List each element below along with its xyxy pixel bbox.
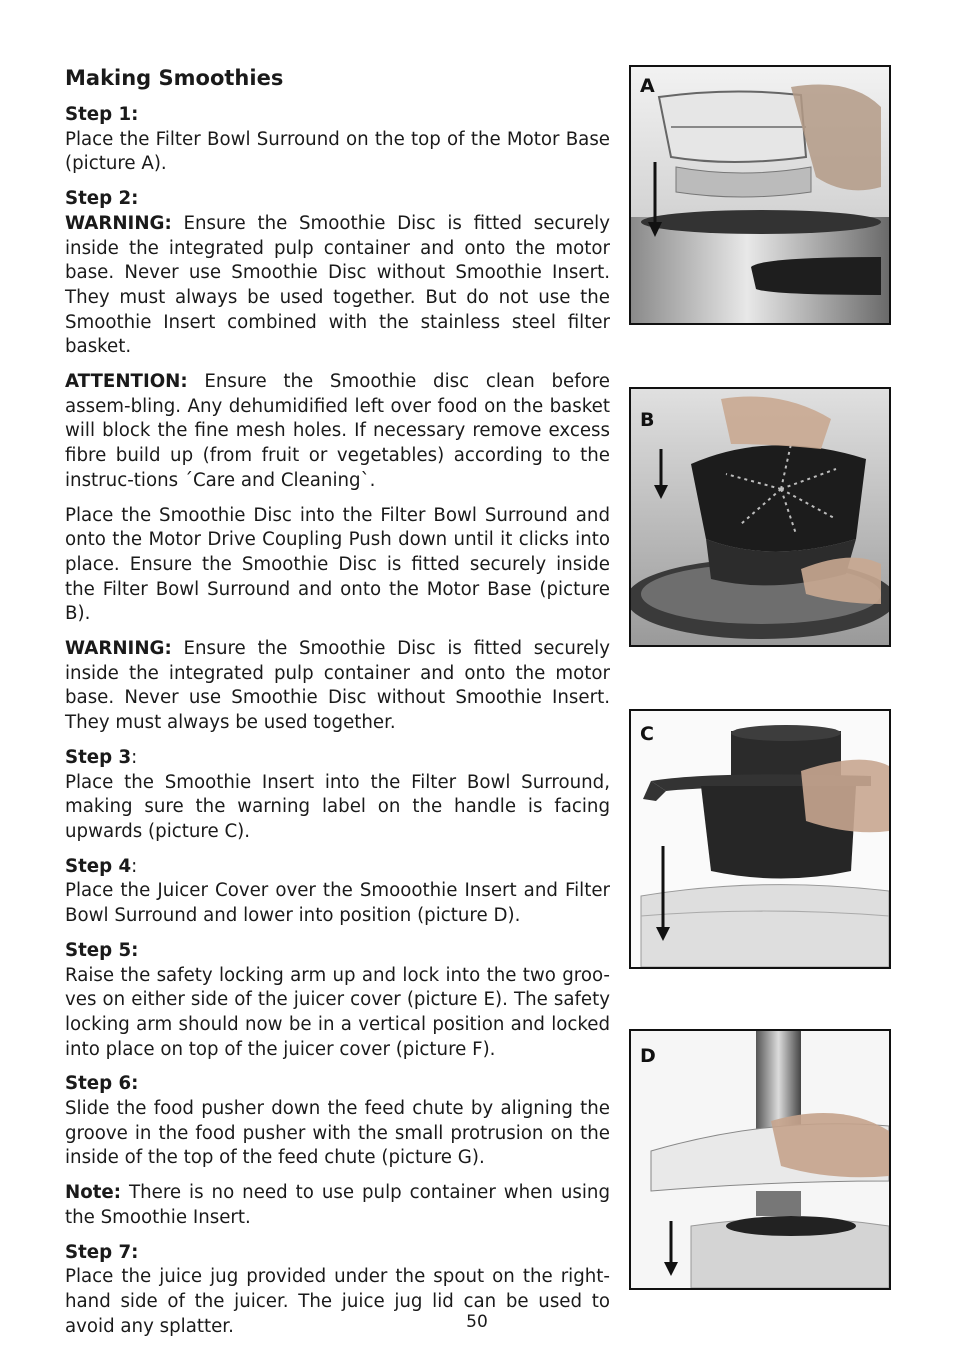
note-paragraph <box>65 1181 610 1230</box>
picture-a-label: A <box>640 75 655 97</box>
picture-d <box>629 1029 891 1290</box>
step-2-heading: Step 2: <box>65 188 139 210</box>
picture-c-illustration <box>631 711 889 967</box>
disc-paragraph: Place the Smoothie Disc into the Filter Bowl Surround and onto the Motor Drive Coupling Push down until it clicks into place. Ensure the Smoothie Disc is fitted securely inside the Filter Bowl Surround and onto the Motor Base (picture B). <box>65 504 610 625</box>
step-1 <box>65 103 610 177</box>
instructions-column <box>65 64 610 1349</box>
picture-a <box>629 65 891 325</box>
step-5-text: Raise the safety locking arm up and lock into the two groo-ves on either side of the juicer cover (picture E). The safety locking arm should now be in a vertical position and locked into place on top of the juicer cover (picture F). <box>65 964 610 1060</box>
warning-2-text: Ensure the Smoothie Disc is fitted securely inside the integrated pulp container and onto the motor base. Never use Smoothie Disc without Smoothie Insert. They must always be used together. <box>65 638 610 734</box>
picture-c-label: C <box>640 723 654 745</box>
picture-a-illustration <box>631 67 889 323</box>
picture-b-illustration <box>631 389 889 645</box>
step-4-heading: Step 4 <box>65 855 132 877</box>
step-3 <box>65 746 610 845</box>
warning-paragraph-2 <box>65 637 610 736</box>
step-4 <box>65 855 610 929</box>
attention-label: ATTENTION: <box>65 371 188 393</box>
attention-text: Ensure the Smoothie disc clean before assem-bling. Any dehumidified left over food on the basket will block the fine mesh holes. If necessary remove excess fibre build up (from fruit or vegetables) according to the instruc-tions ´Care and Cleaning`. <box>65 371 610 491</box>
attention-paragraph <box>65 370 610 494</box>
page-number: 50 <box>466 1312 488 1332</box>
step-6 <box>65 1072 610 1171</box>
step-7-heading: Step 7: <box>65 1241 139 1263</box>
warning-label: WARNING: <box>65 212 172 234</box>
step-2 <box>65 187 610 360</box>
step-6-heading: Step 6: <box>65 1073 139 1095</box>
note-text: There is no need to use pulp container when using the Smoothie Insert. <box>65 1182 610 1228</box>
step-1-text: Place the Filter Bowl Surround on the top of the Motor Base (picture A). <box>65 128 610 175</box>
step-1-heading: Step 1: <box>65 104 139 125</box>
warning-2-label: WARNING: <box>65 638 172 660</box>
step-7-text: Place the juice jug provided under the spout on the right-hand side of the juicer. The juice jug lid can be used to avoid any splatter. <box>65 1266 610 1337</box>
picture-b-label: B <box>640 409 655 431</box>
step-5-heading: Step 5: <box>65 939 139 961</box>
step-3-heading-line: Step 3: <box>65 746 138 768</box>
picture-d-label: D <box>640 1045 656 1067</box>
picture-d-illustration <box>631 1031 889 1288</box>
step-3-heading: Step 3 <box>65 746 132 768</box>
step-3-text: Place the Smoothie Insert into the Filter Bowl Surround, making sure the warning label on the handle is facing upwards (picture C). <box>65 771 610 842</box>
page-title: Making Smoothies <box>65 66 284 90</box>
warning-text: Ensure the Smoothie Disc is fitted securely inside the integrated pulp container and onto the motor base. Never use Smoothie Disc without Smoothie Insert. They must always be used together. But do not use the Smoothie Insert combined with the stainless steel filter basket. <box>65 212 610 358</box>
step-5 <box>65 939 610 1063</box>
picture-b <box>629 387 891 647</box>
picture-c <box>629 709 891 969</box>
step-4-heading-line: Step 4: <box>65 855 138 877</box>
note-label: Note: <box>65 1182 122 1204</box>
step-4-text: Place the Juicer Cover over the Smooothie Insert and Filter Bowl Surround and lower into position (picture D). <box>65 880 610 927</box>
step-6-text: Slide the food pusher down the feed chute by aligning the groove in the food pusher with the small protrusion on the inside of the top of the feed chute (picture G). <box>65 1098 610 1169</box>
